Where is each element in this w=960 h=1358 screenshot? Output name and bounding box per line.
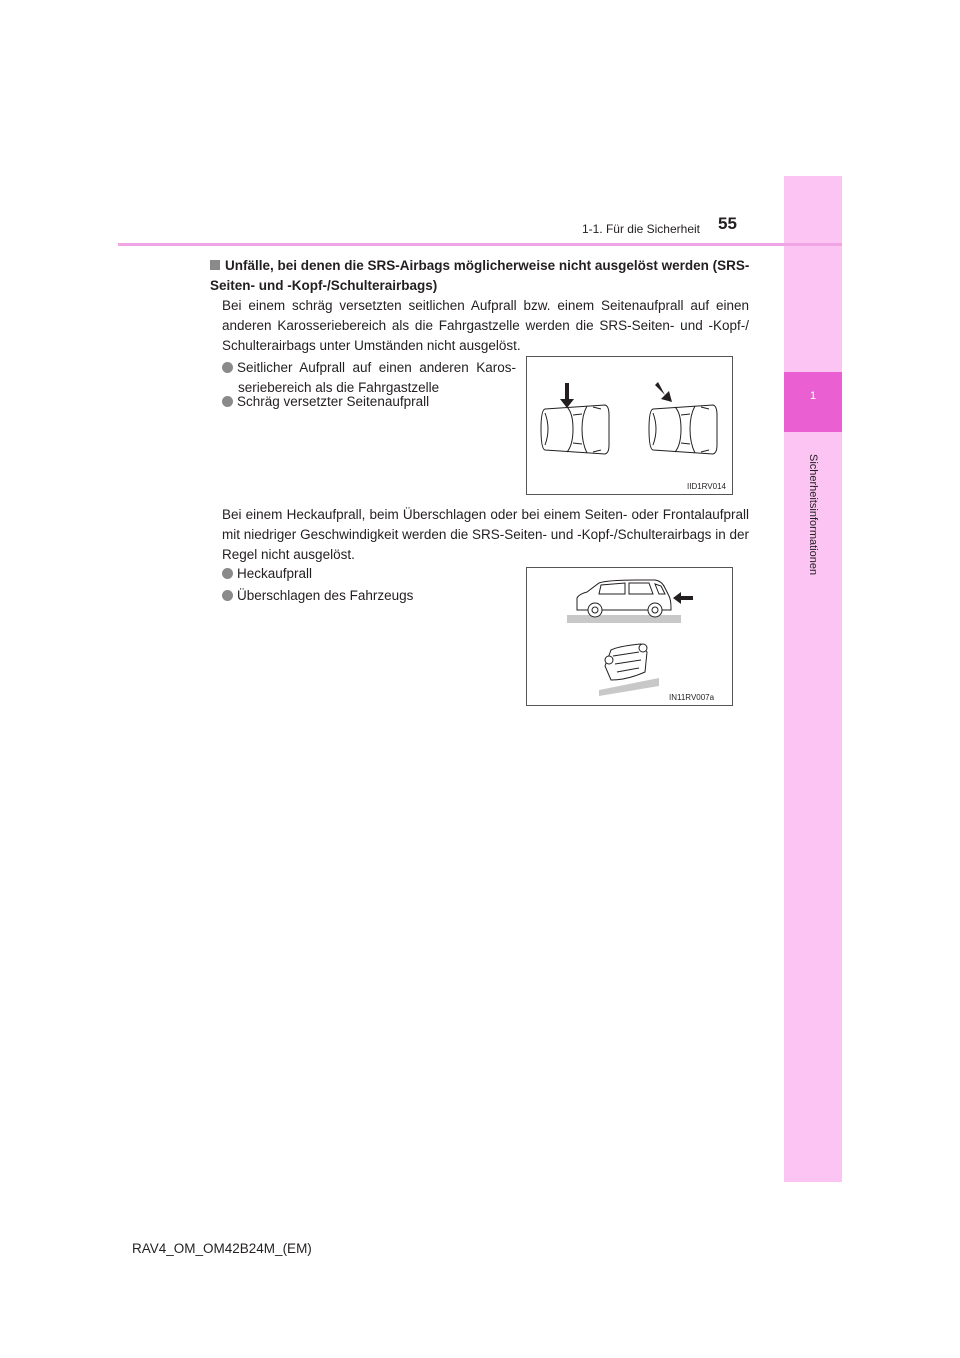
car-side-view-illustration	[527, 568, 732, 705]
paragraph-1: Bei einem schräg versetzten seitlichen Aufprall bzw. einem Seitenaufprall auf einen anderen Karosseriebereich als die Fahrgastzelle werden die SRS-Seiten- und -Kopf-/ Schulterairbags unter Umständen nicht ausgelöst.	[222, 298, 749, 353]
circle-bullet-icon	[222, 590, 233, 601]
figure-side-impact	[526, 356, 733, 495]
header-rule	[118, 243, 842, 246]
list-item: Schräg versetzter Seitenaufprall	[222, 392, 512, 412]
car-top-view-illustration	[527, 357, 732, 494]
heading-text: Unfälle, bei denen die SRS-Airbags möglicherweise nicht ausgelöst werden (SRS-Seiten- und -Kopf-/Schulterairbags)	[210, 258, 750, 293]
circle-bullet-icon	[222, 396, 233, 407]
list-item: Heckaufprall	[222, 564, 512, 584]
circle-bullet-icon	[222, 362, 233, 373]
chapter-tab[interactable]	[784, 372, 842, 432]
car-top-view-icon	[541, 405, 609, 454]
circle-bullet-icon	[222, 568, 233, 579]
paragraph-2: Bei einem Heckaufprall, beim Überschlagen oder bei einem Seiten- oder Frontalaufprall mit niedriger Geschwindigkeit werden die SRS-Seiten- und -Kopf-/Schulterairbags in der Regel nicht ausgelöst.	[222, 507, 749, 562]
rollover-car-icon	[605, 644, 647, 680]
arrow-down-icon	[560, 383, 574, 408]
page-number: 55	[718, 214, 737, 233]
list-item: Überschlagen des Fahrzeugs	[222, 586, 512, 606]
square-bullet-icon	[210, 260, 220, 270]
arrow-left-icon	[673, 592, 693, 604]
arrow-diagonal-icon	[655, 382, 672, 402]
chapter-number: 1	[809, 390, 817, 402]
figure-rear-rollover	[526, 567, 733, 706]
car-top-view-icon	[649, 405, 717, 454]
document-id: RAV4_OM_OM42B24M_(EM)	[132, 1241, 312, 1256]
section-label: 1-1. Für die Sicherheit	[581, 222, 700, 236]
chapter-title: Sicherheitsinformationen	[807, 454, 819, 576]
ground-slope	[599, 678, 659, 696]
ground-surface	[567, 615, 681, 623]
list-item: Seitlicher Aufprall auf einen anderen Karosseriebereich als die Fahrgastzelle	[222, 358, 516, 398]
car-side-view-icon	[577, 580, 671, 617]
figure-code: IN11RV007a	[669, 693, 715, 702]
side-strip	[784, 176, 842, 1182]
section-heading	[210, 256, 750, 296]
figure-code: IID1RV014	[687, 482, 726, 491]
